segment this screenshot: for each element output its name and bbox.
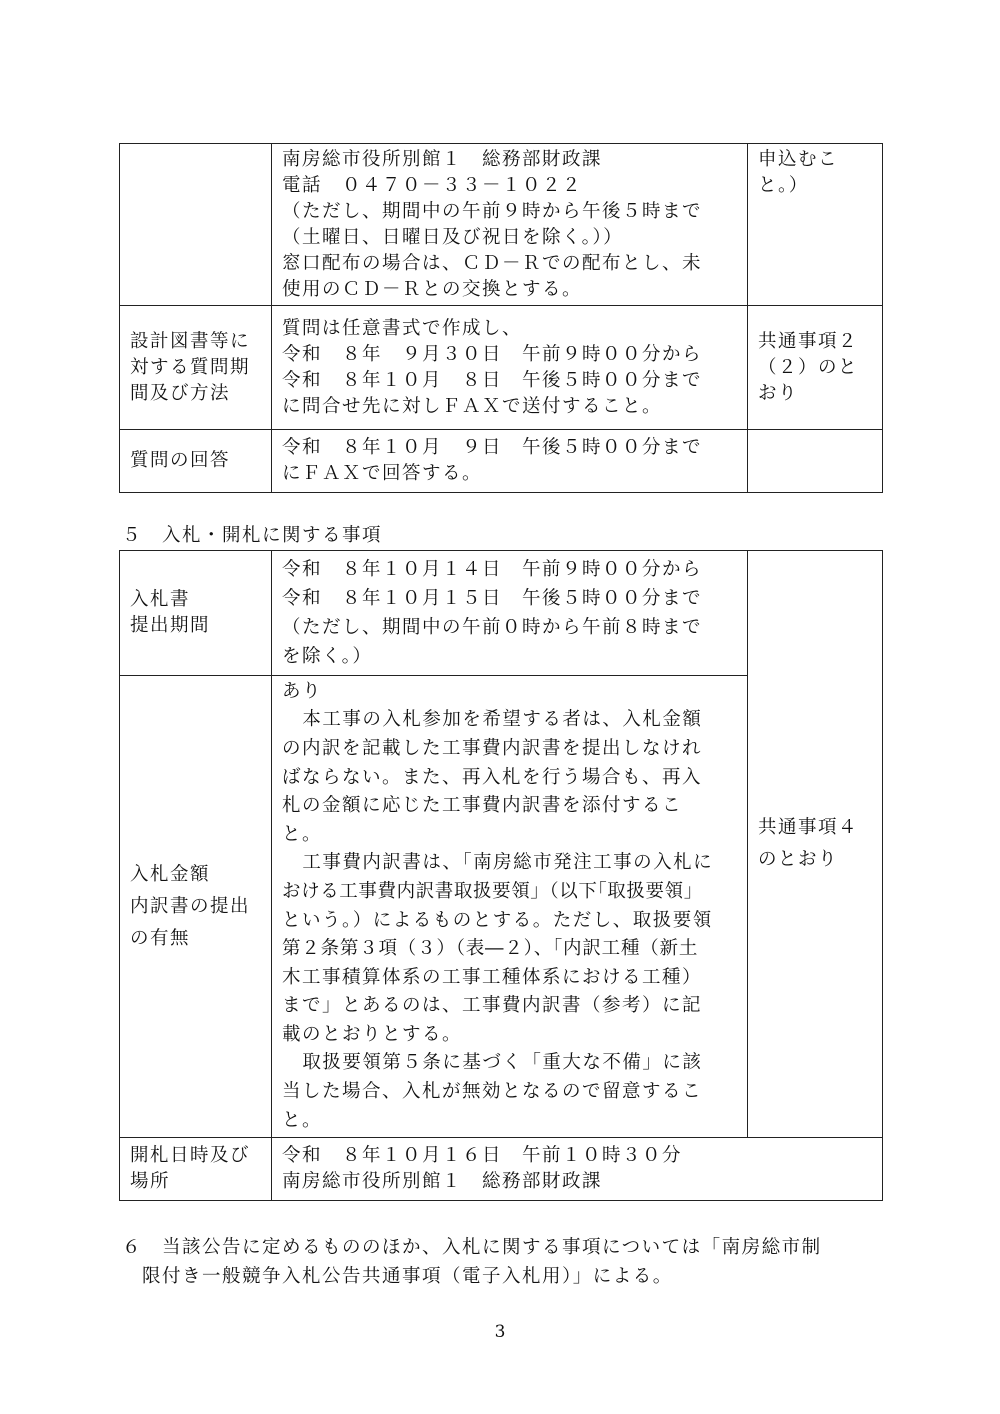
content-line: 令和 ８年１０月１４日 午前９時００分から (282, 559, 703, 580)
table-row (120, 306, 883, 430)
note-line: のとおり (758, 849, 839, 870)
content-line: 質問は任意書式で作成し、 (282, 317, 523, 339)
table-row (120, 144, 883, 306)
label-line: 入札書 (130, 589, 191, 610)
content-line: 使用のＣＤ－Ｒとの交換とする。 (282, 278, 583, 300)
row-content (272, 430, 748, 493)
row-content (272, 676, 748, 1138)
content-line: 木工事積算体系の工事工種体系における工種） (282, 966, 703, 988)
content-line: 令和 ８年１０月１５日 午後５時００分まで (282, 588, 703, 609)
table-row (120, 1138, 883, 1201)
paragraph-line: 限付き一般競争入札公告共通事項（電子入札用）」による。 (142, 1266, 673, 1287)
content-line: の内訳を記載した工事費内訳書を提出しなけれ (282, 737, 703, 759)
table-row (120, 551, 883, 676)
content-line: と。 (282, 823, 323, 845)
note-line: （２）のと (758, 356, 859, 378)
content-line: 電話 ０４７０－３３－１０２２ (282, 174, 583, 196)
row-note (748, 306, 883, 430)
content-line: （ただし、期間中の午前９時から午後５時まで (282, 200, 703, 222)
content-line: にＦＡＸで回答する。 (282, 463, 483, 484)
label-line: 間及び方法 (130, 382, 231, 404)
section-6-paragraph (122, 1233, 822, 1291)
content-line: という。）によるものとする。ただし、取扱要領 (282, 909, 713, 931)
table-row (120, 430, 883, 493)
content-line: を除く。） (282, 646, 373, 667)
row-label (120, 1138, 272, 1201)
label-line: 提出期間 (130, 615, 211, 636)
content-line: 札の金額に応じた工事費内訳書を添付するこ (282, 795, 683, 817)
label-line: 対する質問期 (130, 356, 251, 378)
label-line: の有無 (130, 927, 191, 949)
content-line: 工事費内訳書は、｢南房総市発注工事の入札に (302, 852, 714, 874)
label-line: 入札金額 (130, 863, 211, 885)
content-line: 令和 ８年１０月 ９日 午後５時００分まで (282, 437, 703, 458)
row-note (748, 144, 883, 306)
row-content (272, 144, 748, 306)
row-label (120, 306, 272, 430)
note-line: 共通事項２ (758, 330, 859, 352)
content-line: 第２条第３項（３）（表―２）、｢内訳工種（新土 (282, 938, 699, 960)
content-line: まで」とあるのは、工事費内訳書（参考）に記 (282, 995, 703, 1017)
distribution-table (119, 143, 883, 493)
content-line: 南房総市役所別館１ 総務部財政課 (282, 1171, 603, 1192)
row-label (120, 676, 272, 1138)
row-label: 質問の回答 (120, 430, 272, 493)
content-line: ばならない。また、再入札を行う場合も、再入 (282, 766, 703, 788)
note-line: おり (758, 382, 799, 404)
content-line: と。 (282, 1109, 323, 1131)
content-line: 窓口配布の場合は、ＣＤ－Ｒでの配布とし、未 (282, 252, 703, 274)
shared-note (748, 551, 883, 1138)
paragraph-line: ６ 当該公告に定めるもののほか、入札に関する事項については「南房総市制 (122, 1237, 822, 1258)
content-line: 本工事の入札参加を希望する者は、入札金額 (302, 709, 703, 731)
note-line: 申込むこ (758, 149, 839, 170)
row-note (748, 430, 883, 493)
row-content (272, 1138, 883, 1201)
content-line: 令和 ８年 ９月３０日 午前９時００分から (282, 343, 703, 365)
note-line: 共通事項４ (758, 817, 859, 838)
content-line: あり (282, 680, 323, 702)
content-line: 南房総市役所別館１ 総務部財政課 (282, 148, 603, 170)
content-line: に問合せ先に対しＦＡＸで送付すること。 (282, 395, 663, 417)
row-label (120, 551, 272, 676)
section-heading: ５ 入札・開札に関する事項 (122, 525, 383, 546)
row-content (272, 551, 748, 676)
note-line: と。） (758, 175, 809, 196)
row-label (120, 144, 272, 306)
label-line: 内訳書の提出 (130, 895, 251, 917)
page-number: 3 (494, 1322, 506, 1342)
content-line: 令和 ８年１０月１６日 午前１０時３０分 (282, 1145, 683, 1166)
label-line: 設計図書等に (130, 330, 251, 352)
content-line: （ただし、期間中の午前０時から午前８時まで (282, 617, 703, 638)
content-line: 載のとおりとする。 (282, 1023, 463, 1045)
row-content (272, 306, 748, 430)
content-line: 令和 ８年１０月 ８日 午後５時００分まで (282, 369, 703, 391)
bidding-table (119, 550, 883, 1201)
content-line: 取扱要領第５条に基づく「重大な不備」に該 (302, 1052, 703, 1074)
label-line: 開札日時及び (130, 1145, 251, 1166)
content-line: （土曜日、日曜日及び祝日を除く。）） (282, 226, 624, 248)
content-line: おける工事費内訳書取扱要領｣（以下｢取扱要領｣ (282, 880, 694, 902)
content-line: 当した場合、入札が無効となるので留意するこ (282, 1081, 703, 1103)
label-line: 場所 (130, 1171, 171, 1192)
